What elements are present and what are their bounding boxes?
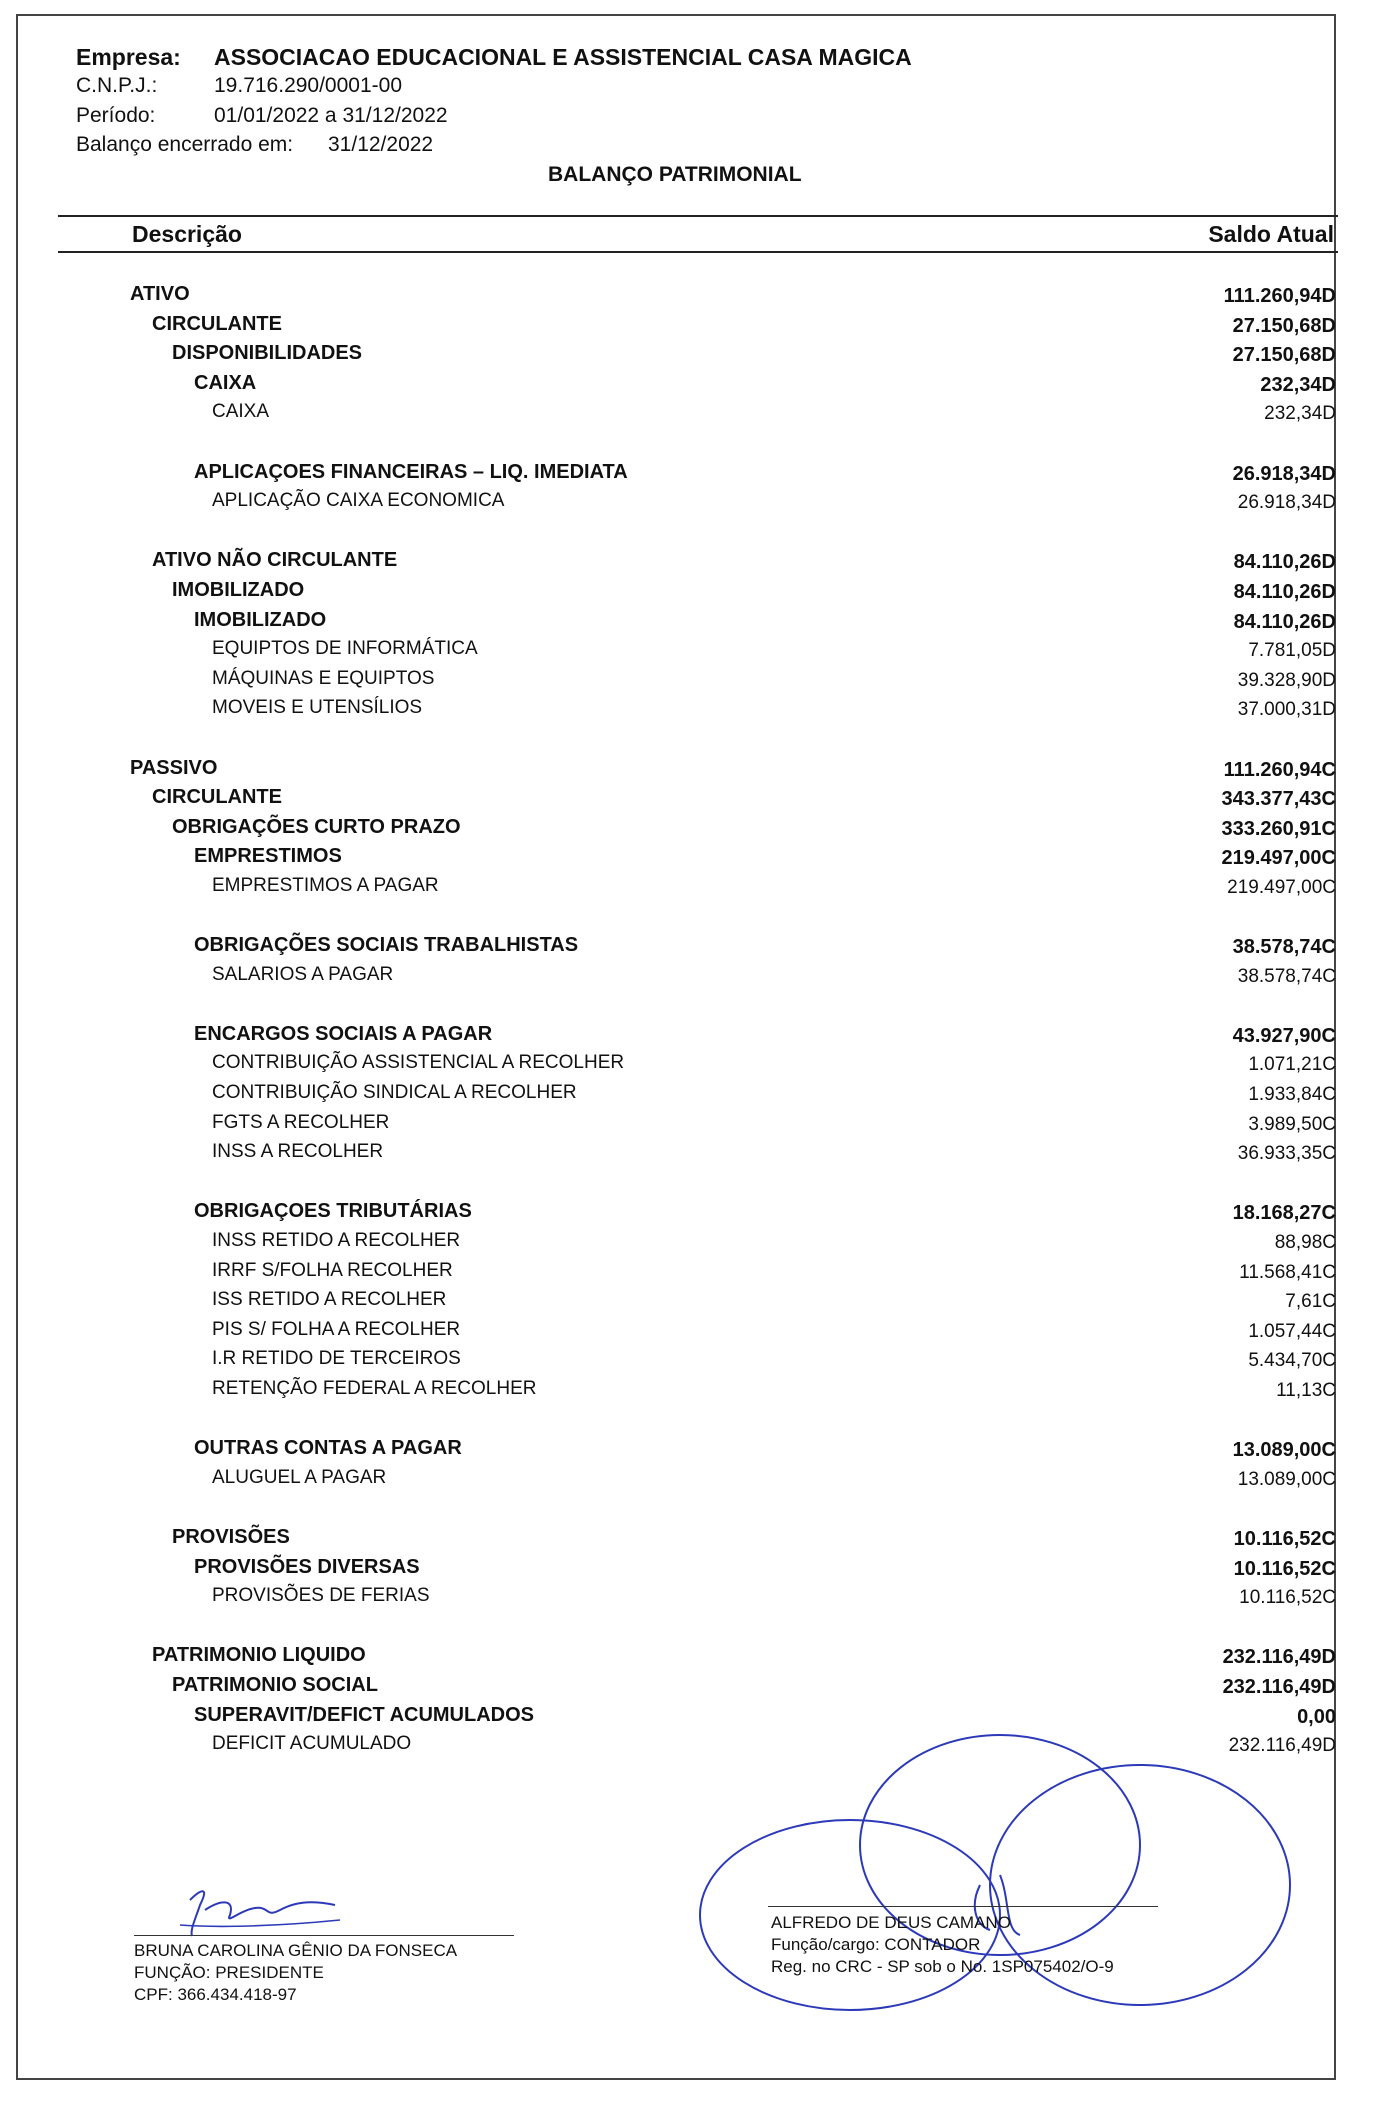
account-balance: 13.089,00C <box>1237 1468 1336 1490</box>
account-group-row <box>0 579 1382 609</box>
account-balance: 232,34D <box>1264 403 1336 425</box>
periodo-label: Período: <box>76 104 156 127</box>
account-row <box>0 1260 1382 1290</box>
signer-left-role: FUNÇÃO: PRESIDENTE <box>134 1963 324 1982</box>
document-title: BALANÇO PATRIMONIAL <box>548 163 802 186</box>
account-label: ENCARGOS SOCIAIS A PAGAR <box>194 1022 493 1045</box>
account-label: CAIXA <box>212 401 270 423</box>
account-label: SALARIOS A PAGAR <box>212 963 394 985</box>
account-balance: 10.116,52C <box>1233 1527 1336 1550</box>
account-balance: 39.328,90D <box>1237 669 1336 691</box>
account-group-row <box>0 1556 1382 1586</box>
account-balance: 88,98C <box>1274 1232 1336 1253</box>
row-spacer <box>0 520 1382 550</box>
cnpj-label: C.N.P.J.: <box>76 74 158 97</box>
account-balance: 232,34D <box>1260 373 1336 396</box>
account-row <box>0 668 1382 698</box>
account-group-row <box>0 1023 1382 1053</box>
account-label: APLICAÇÃO CAIXA ECONOMICA <box>212 490 505 512</box>
row-spacer <box>0 431 1382 461</box>
row-spacer <box>0 904 1382 934</box>
account-label: IMOBILIZADO <box>194 608 327 631</box>
column-header-descricao: Descrição <box>132 221 242 247</box>
account-balance: 11,13C <box>1276 1379 1336 1401</box>
account-group-row <box>0 461 1382 491</box>
account-row <box>0 490 1382 520</box>
account-label: EMPRESTIMOS A PAGAR <box>212 874 439 896</box>
account-balance: 232.116,49D <box>1222 1646 1336 1669</box>
account-row <box>0 1141 1382 1171</box>
table-top-rule <box>58 215 1338 217</box>
account-row <box>0 1585 1382 1615</box>
account-label: ATIVO NÃO CIRCULANTE <box>152 549 398 572</box>
signer-left-name: BRUNA CAROLINA GÊNIO DA FONSECA <box>134 1941 458 1960</box>
account-group-row <box>0 549 1382 579</box>
account-label: RETENÇÃO FEDERAL A RECOLHER <box>212 1377 537 1399</box>
account-label: PROVISÕES <box>172 1525 290 1548</box>
account-label: DISPONIBILIDADES <box>172 342 363 365</box>
account-row <box>0 1289 1382 1319</box>
account-balance: 232.116,49D <box>1228 1735 1336 1757</box>
cnpj-value: 19.716.290/0001-00 <box>214 74 403 97</box>
account-group-row <box>0 1200 1382 1230</box>
account-label: CIRCULANTE <box>152 312 282 335</box>
account-label: CIRCULANTE <box>152 786 282 809</box>
account-row <box>0 1052 1382 1082</box>
row-spacer <box>0 727 1382 757</box>
account-label: PIS S/ FOLHA A RECOLHER <box>212 1318 461 1340</box>
account-balance: 84.110,26D <box>1233 551 1336 574</box>
account-label: ISS RETIDO A RECOLHER <box>212 1289 447 1311</box>
account-balance: 38.578,74C <box>1237 965 1336 987</box>
account-row <box>0 1378 1382 1408</box>
account-label: IMOBILIZADO <box>172 578 305 601</box>
account-label: DEFICIT ACUMULADO <box>212 1733 412 1755</box>
signer-left-doc: CPF: 366.434.418-97 <box>134 1985 297 2004</box>
account-balance: 232.116,49D <box>1222 1675 1336 1698</box>
account-group-row <box>0 372 1382 402</box>
account-label: IRRF S/FOLHA RECOLHER <box>212 1259 453 1281</box>
balanco-label: Balanço encerrado em: <box>76 133 294 156</box>
account-balance: 26.918,34D <box>1232 462 1336 485</box>
empresa-label: Empresa: <box>76 44 181 70</box>
account-group-row <box>0 934 1382 964</box>
account-balance: 3.989,50C <box>1248 1113 1336 1135</box>
account-label: INSS RETIDO A RECOLHER <box>212 1230 461 1251</box>
account-group-row <box>0 609 1382 639</box>
account-group-row <box>0 1437 1382 1467</box>
account-row <box>0 697 1382 727</box>
row-spacer <box>0 1615 1382 1645</box>
empresa-value: ASSOCIACAO EDUCACIONAL E ASSISTENCIAL CASA MAGICA <box>214 44 912 70</box>
table-header-rule <box>58 251 1338 253</box>
signer-right-doc: Reg. no CRC - SP sob o No. 1SP075402/O-9 <box>771 1957 1114 1976</box>
account-group-row <box>0 342 1382 372</box>
account-label: PROVISÕES DIVERSAS <box>194 1555 420 1578</box>
account-label: OBRIGAÇÕES SOCIAIS TRABALHISTAS <box>194 934 579 957</box>
account-label: PASSIVO <box>130 756 218 779</box>
account-label: CONTRIBUIÇÃO ASSISTENCIAL A RECOLHER <box>212 1052 625 1074</box>
account-balance: 111.260,94C <box>1223 758 1336 781</box>
account-label: FGTS A RECOLHER <box>212 1111 390 1133</box>
account-row <box>0 401 1382 431</box>
account-balance: 0,00 <box>1297 1705 1336 1728</box>
account-row <box>0 1348 1382 1378</box>
signer-right-name: ALFREDO DE DEUS CAMANO <box>771 1913 1011 1932</box>
row-spacer <box>0 1408 1382 1438</box>
account-group-row <box>0 313 1382 343</box>
account-group-row <box>0 1526 1382 1556</box>
account-balance: 10.116,52C <box>1239 1587 1336 1609</box>
account-label: PATRIMONIO LIQUIDO <box>152 1644 366 1667</box>
account-label: PATRIMONIO SOCIAL <box>172 1673 378 1696</box>
account-label: EQUIPTOS DE INFORMÁTICA <box>212 638 478 660</box>
account-label: OBRIGAÇÕES CURTO PRAZO <box>172 815 461 838</box>
account-group-row <box>0 757 1382 787</box>
account-balance: 84.110,26D <box>1233 610 1336 633</box>
account-balance: 333.260,91C <box>1221 817 1336 840</box>
signature-scribble-right <box>700 1725 1300 2025</box>
account-balance: 5.434,70C <box>1248 1350 1336 1372</box>
account-group-row <box>0 786 1382 816</box>
account-balance: 26.918,34D <box>1237 492 1336 514</box>
account-row <box>0 1230 1382 1260</box>
account-balance: 219.497,00C <box>1227 876 1336 898</box>
account-label: PROVISÕES DE FERIAS <box>212 1585 430 1607</box>
account-balance: 38.578,74C <box>1232 936 1336 959</box>
signature-line-left <box>134 1935 514 1936</box>
balanco-value: 31/12/2022 <box>328 133 434 156</box>
account-row <box>0 1082 1382 1112</box>
account-balance: 37.000,31D <box>1237 699 1336 721</box>
account-label: CAIXA <box>194 371 257 394</box>
account-row <box>0 1319 1382 1349</box>
account-balance: 84.110,26D <box>1233 580 1336 603</box>
account-group-row <box>0 283 1382 313</box>
account-balance: 10.116,52C <box>1233 1557 1336 1580</box>
account-balance: 7,61C <box>1285 1291 1336 1313</box>
account-label: EMPRESTIMOS <box>194 845 342 868</box>
row-spacer <box>0 993 1382 1023</box>
account-label: CONTRIBUIÇÃO SINDICAL A RECOLHER <box>212 1082 577 1104</box>
account-group-row <box>0 816 1382 846</box>
account-balance: 1.071,21C <box>1248 1054 1336 1076</box>
account-balance: 1.057,44C <box>1248 1320 1336 1342</box>
periodo-value: 01/01/2022 a 31/12/2022 <box>214 104 448 127</box>
column-header-saldo: Saldo Atual <box>1208 221 1334 247</box>
account-label: I.R RETIDO DE TERCEIROS <box>212 1348 461 1370</box>
account-group-row <box>0 1674 1382 1704</box>
account-label: OUTRAS CONTAS A PAGAR <box>194 1437 462 1460</box>
account-balance: 7.781,05D <box>1248 640 1336 662</box>
account-label: OBRIGAÇOES TRIBUTÁRIAS <box>194 1200 472 1223</box>
balance-sheet-rows <box>0 283 1382 1763</box>
account-balance: 43.927,90C <box>1232 1024 1336 1047</box>
account-label: MOVEIS E UTENSÍLIOS <box>212 697 423 719</box>
account-label: SUPERAVIT/DEFICT ACUMULADOS <box>194 1703 534 1726</box>
account-balance: 111.260,94D <box>1223 285 1336 307</box>
account-group-row <box>0 845 1382 875</box>
account-balance: 18.168,27C <box>1232 1202 1336 1225</box>
account-row <box>0 964 1382 994</box>
account-row <box>0 875 1382 905</box>
account-balance: 1.933,84C <box>1248 1084 1336 1106</box>
row-spacer <box>0 1171 1382 1201</box>
account-row <box>0 1112 1382 1142</box>
signer-right-role: Função/cargo: CONTADOR <box>771 1935 981 1954</box>
account-balance: 219.497,00C <box>1221 847 1336 870</box>
account-balance: 13.089,00C <box>1232 1439 1336 1462</box>
account-label: APLICAÇOES FINANCEIRAS – LIQ. IMEDIATA <box>194 460 628 483</box>
row-spacer <box>0 1496 1382 1526</box>
account-label: INSS A RECOLHER <box>212 1141 384 1163</box>
signature-scribble-left <box>160 1870 360 1940</box>
signature-line-right <box>768 1906 1158 1907</box>
account-balance: 36.933,35C <box>1237 1143 1336 1165</box>
account-balance: 11.568,41C <box>1239 1261 1336 1283</box>
account-group-row <box>0 1644 1382 1674</box>
account-label: ATIVO <box>130 283 190 305</box>
account-balance: 27.150,68D <box>1232 314 1336 337</box>
account-label: MÁQUINAS E EQUIPTOS <box>212 667 435 689</box>
account-balance: 27.150,68D <box>1232 344 1336 367</box>
account-label: ALUGUEL A PAGAR <box>212 1466 387 1488</box>
account-row <box>0 638 1382 668</box>
account-row <box>0 1467 1382 1497</box>
account-balance: 343.377,43C <box>1221 788 1336 811</box>
